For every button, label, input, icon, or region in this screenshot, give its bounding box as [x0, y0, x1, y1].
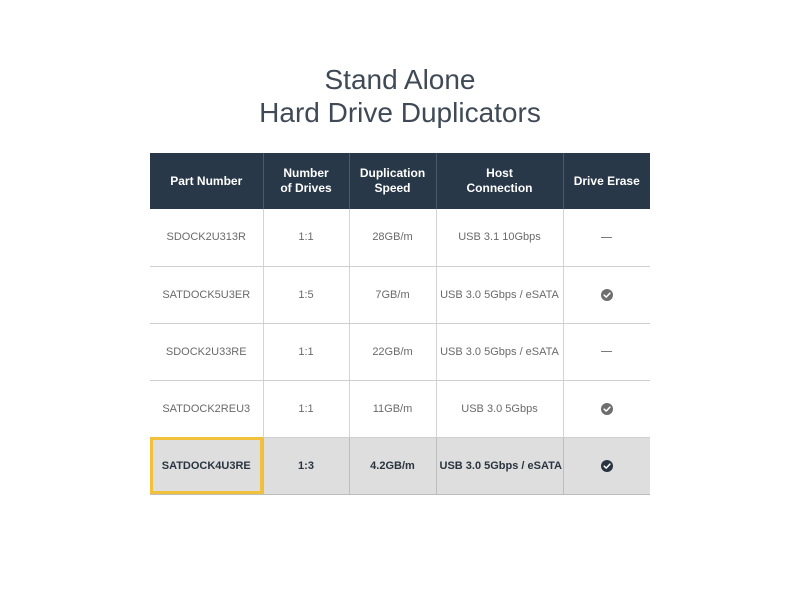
check-circle-icon — [601, 402, 613, 414]
cell-duplication-speed: 28GB/m — [349, 209, 436, 266]
table-row-highlighted — [150, 437, 650, 494]
cell-number-of-drives: 1:5 — [263, 266, 349, 323]
header-part-number-label: Part Number — [170, 173, 243, 188]
header-host-connection-line-2: Connection — [466, 181, 533, 195]
cell-host-connection: USB 3.0 5Gbps / eSATA — [436, 266, 563, 323]
header-number-of-drives-line-1: Number — [283, 166, 329, 180]
page-title — [0, 63, 800, 129]
check-circle-icon — [601, 288, 613, 300]
cell-part-number: SDOCK2U313R — [150, 209, 263, 266]
check-circle-icon — [601, 459, 613, 471]
header-duplication-speed — [349, 153, 436, 209]
cell-duplication-speed: 11GB/m — [349, 380, 436, 437]
cell-part-number: SATDOCK5U3ER — [150, 266, 263, 323]
title-line-2: Hard Drive Duplicators — [259, 97, 541, 128]
cell-drive-erase — [563, 437, 650, 494]
cell-number-of-drives: 1:1 — [263, 323, 349, 380]
cell-duplication-speed: 7GB/m — [349, 266, 436, 323]
dash-icon — [601, 346, 612, 358]
header-duplication-speed-line-1: Duplication — [359, 166, 426, 180]
header-number-of-drives — [263, 153, 349, 209]
cell-duplication-speed: 4.2GB/m — [349, 437, 436, 494]
cell-duplication-speed: 22GB/m — [349, 323, 436, 380]
cell-part-number: SATDOCK2REU3 — [150, 380, 263, 437]
cell-host-connection: USB 3.0 5Gbps / eSATA — [436, 437, 563, 494]
cell-number-of-drives: 1:1 — [263, 209, 349, 266]
table-header — [150, 153, 650, 209]
header-drive-erase — [563, 153, 650, 209]
title-line-1: Stand Alone — [324, 64, 476, 95]
dash-icon — [601, 231, 612, 243]
cell-part-number: SDOCK2U33RE — [150, 323, 263, 380]
table-row — [150, 209, 650, 266]
table-body — [150, 209, 650, 494]
cell-drive-erase — [563, 266, 650, 323]
cell-host-connection: USB 3.0 5Gbps / eSATA — [436, 323, 563, 380]
header-number-of-drives-line-2: of Drives — [280, 181, 332, 195]
cell-drive-erase — [563, 209, 650, 266]
header-host-connection-line-1: Host — [486, 166, 513, 180]
table-row — [150, 323, 650, 380]
cell-number-of-drives: 1:3 — [263, 437, 349, 494]
cell-drive-erase — [563, 380, 650, 437]
cell-part-number-selected: SATDOCK4U3RE — [150, 437, 263, 494]
duplicators-table — [150, 153, 650, 495]
table-row — [150, 380, 650, 437]
header-host-connection — [436, 153, 563, 209]
header-drive-erase-label: Drive Erase — [573, 173, 640, 188]
cell-number-of-drives: 1:1 — [263, 380, 349, 437]
cell-drive-erase — [563, 323, 650, 380]
header-row — [150, 153, 650, 209]
cell-host-connection: USB 3.0 5Gbps — [436, 380, 563, 437]
table-row — [150, 266, 650, 323]
cell-host-connection: USB 3.1 10Gbps — [436, 209, 563, 266]
header-part-number — [150, 153, 263, 209]
header-duplication-speed-line-2: Speed — [374, 181, 411, 195]
